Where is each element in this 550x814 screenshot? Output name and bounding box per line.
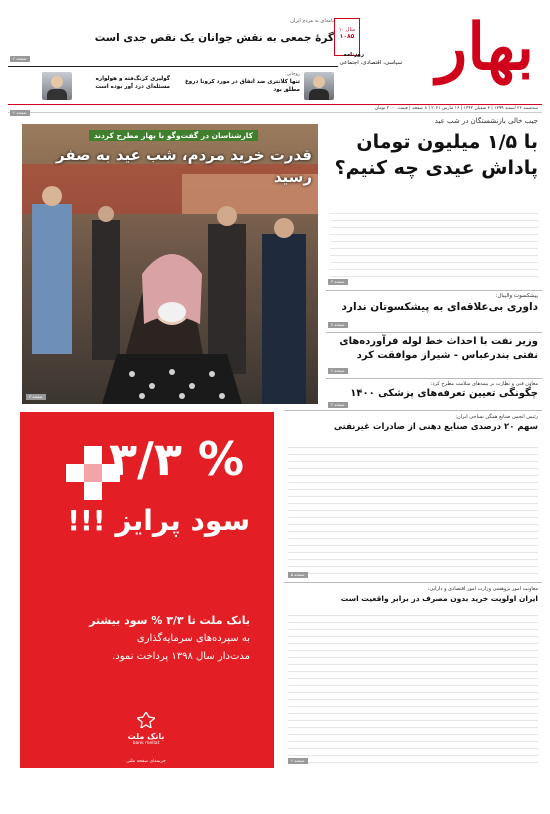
bank-mellat-ad[interactable] bbox=[20, 412, 274, 768]
ad-line-3: مدت‌دار سال ۱۳۹۸ پرداخت نمود. bbox=[112, 651, 250, 662]
teaser-item-2-title: گولیری کرنگ‌فته و هولواره مسئله‌ای درد آور بوده است bbox=[95, 76, 170, 90]
masthead-tagline-2: سیاسی، اقتصادی، اجتماعی bbox=[339, 60, 402, 66]
lead-body bbox=[330, 207, 538, 281]
page-tag: صفحه ۶ bbox=[328, 368, 348, 374]
issue-number: ۱۰۸۵ bbox=[339, 33, 355, 40]
sidebar-3-kicker: معاون فنی و نظارت بر بیمه‌های سلامت مطرح کرد: bbox=[430, 381, 538, 387]
sidebar-2-headline: وزیر نفت با احداث خط لوله فرآورده‌های نفتی بندرعباس - شیراز موافقت کرد bbox=[339, 336, 538, 361]
lead-headline: با ۱/۵ میلیون تومان پاداش عیدی چه کنیم؟ bbox=[334, 131, 538, 179]
jahangiri-avatar bbox=[42, 72, 72, 100]
issue-label: سال ۱۰ bbox=[338, 27, 356, 33]
page-tag: صفحه ۴ bbox=[328, 402, 348, 408]
bank-mellat-logo bbox=[106, 712, 186, 746]
photo-story bbox=[22, 124, 318, 404]
teaser-item-1-title: تنها کلانتری ضد اتفاق در مورد کرونا دروغ مطلق بود bbox=[184, 79, 300, 93]
column-kicker: رئیس انجمن صنایع همگن نساجی ایران: bbox=[455, 414, 538, 420]
page-tag: صفحه ۷ bbox=[328, 322, 348, 328]
dateline-bar bbox=[8, 104, 542, 113]
bank-name: بانک ملت bbox=[127, 732, 165, 741]
page-tag: صفحه ۳ bbox=[26, 394, 46, 400]
column-body bbox=[288, 441, 538, 577]
sidebar-story-3 bbox=[326, 378, 542, 408]
masthead-logo: بهار bbox=[436, 10, 534, 85]
ad-copy bbox=[40, 612, 250, 666]
ad-headline: سود پرایز !!! bbox=[67, 504, 250, 537]
rouhani-avatar bbox=[304, 72, 334, 100]
column-story bbox=[284, 410, 542, 580]
bottom-kicker: معاونت امور پژوهشی وزارت امور اقتصادی و دارایی: bbox=[427, 586, 538, 592]
bottom-headline: ایران اولویت خرید بدون مصرف در برابر واقعیت است bbox=[340, 594, 538, 603]
bank-name-en: bank mellat bbox=[132, 741, 160, 746]
page-tag: صفحه ۲ bbox=[10, 56, 30, 62]
page-tag: صفحه ۲ bbox=[10, 110, 30, 116]
ad-percent: ۳/۳ % bbox=[108, 432, 244, 486]
teaser-headline: گرهٔ جمعی به نقش جوانان یک نقص جدی است bbox=[94, 32, 334, 44]
sidebar-3-headline: چگونگی تعیین تعرفه‌های پزشکی ۱۴۰۰ bbox=[350, 388, 538, 399]
teaser-kicker: نامه‌ای به مردم ایران bbox=[290, 18, 334, 24]
top-teasers bbox=[8, 14, 338, 115]
sidebar-1-kicker: پیشکسوت والیبال: bbox=[495, 293, 538, 299]
teaser-divider bbox=[8, 66, 338, 67]
masthead-tagline-1: روزنامه bbox=[343, 52, 364, 58]
column-headline: سهم ۲۰ درصدی صنایع دهنی از صادرات غیرنفتی bbox=[334, 422, 538, 432]
page-tag: صفحه ۶ bbox=[288, 758, 308, 764]
teaser-item-2 bbox=[10, 72, 170, 102]
bottom-body bbox=[288, 609, 538, 763]
ad-footer: جریمه‌ای صفحه ملتی bbox=[126, 759, 166, 764]
sidebar-story-1 bbox=[326, 290, 542, 330]
page-tag: صفحه ۳ bbox=[328, 279, 348, 285]
ad-line-2: به سپرده‌های سرمایه‌گذاری bbox=[136, 633, 250, 644]
ad-line-1: بانک ملت تا ۳/۳ % سود بیشتر bbox=[89, 614, 250, 627]
page-tag: صفحه ۵ bbox=[288, 572, 308, 578]
bank-mellat-emblem-icon bbox=[137, 712, 155, 728]
lead-story bbox=[326, 117, 542, 287]
sidebar-story-2 bbox=[326, 332, 542, 376]
teaser-item-1 bbox=[174, 72, 334, 102]
photo-kicker: کارشناسان در گفت‌وگو با بهار مطرح کردند bbox=[89, 130, 258, 141]
sidebar-1-headline: داوری بی‌علاقه‌ای به پیشکسوتان ندارد bbox=[341, 301, 538, 313]
bottom-story bbox=[284, 582, 542, 766]
lead-kicker: جیب خالی بازنشستگان در شب عید bbox=[434, 117, 538, 125]
dateline: سه‌شنبه ۲۶ اسفند ۱۳۹۹ | ۳ شعبان ۱۴۴۲ | ۱۶ مارس ۲۰۲۱ | ۸ صفحه | قیمت ۲۰۰۰ تومان bbox=[374, 106, 538, 111]
teaser-item-1-kicker: روحانی: bbox=[284, 72, 300, 77]
photo-headline: قدرت خرید مردم، شب عید به صفر رسید bbox=[56, 146, 312, 186]
